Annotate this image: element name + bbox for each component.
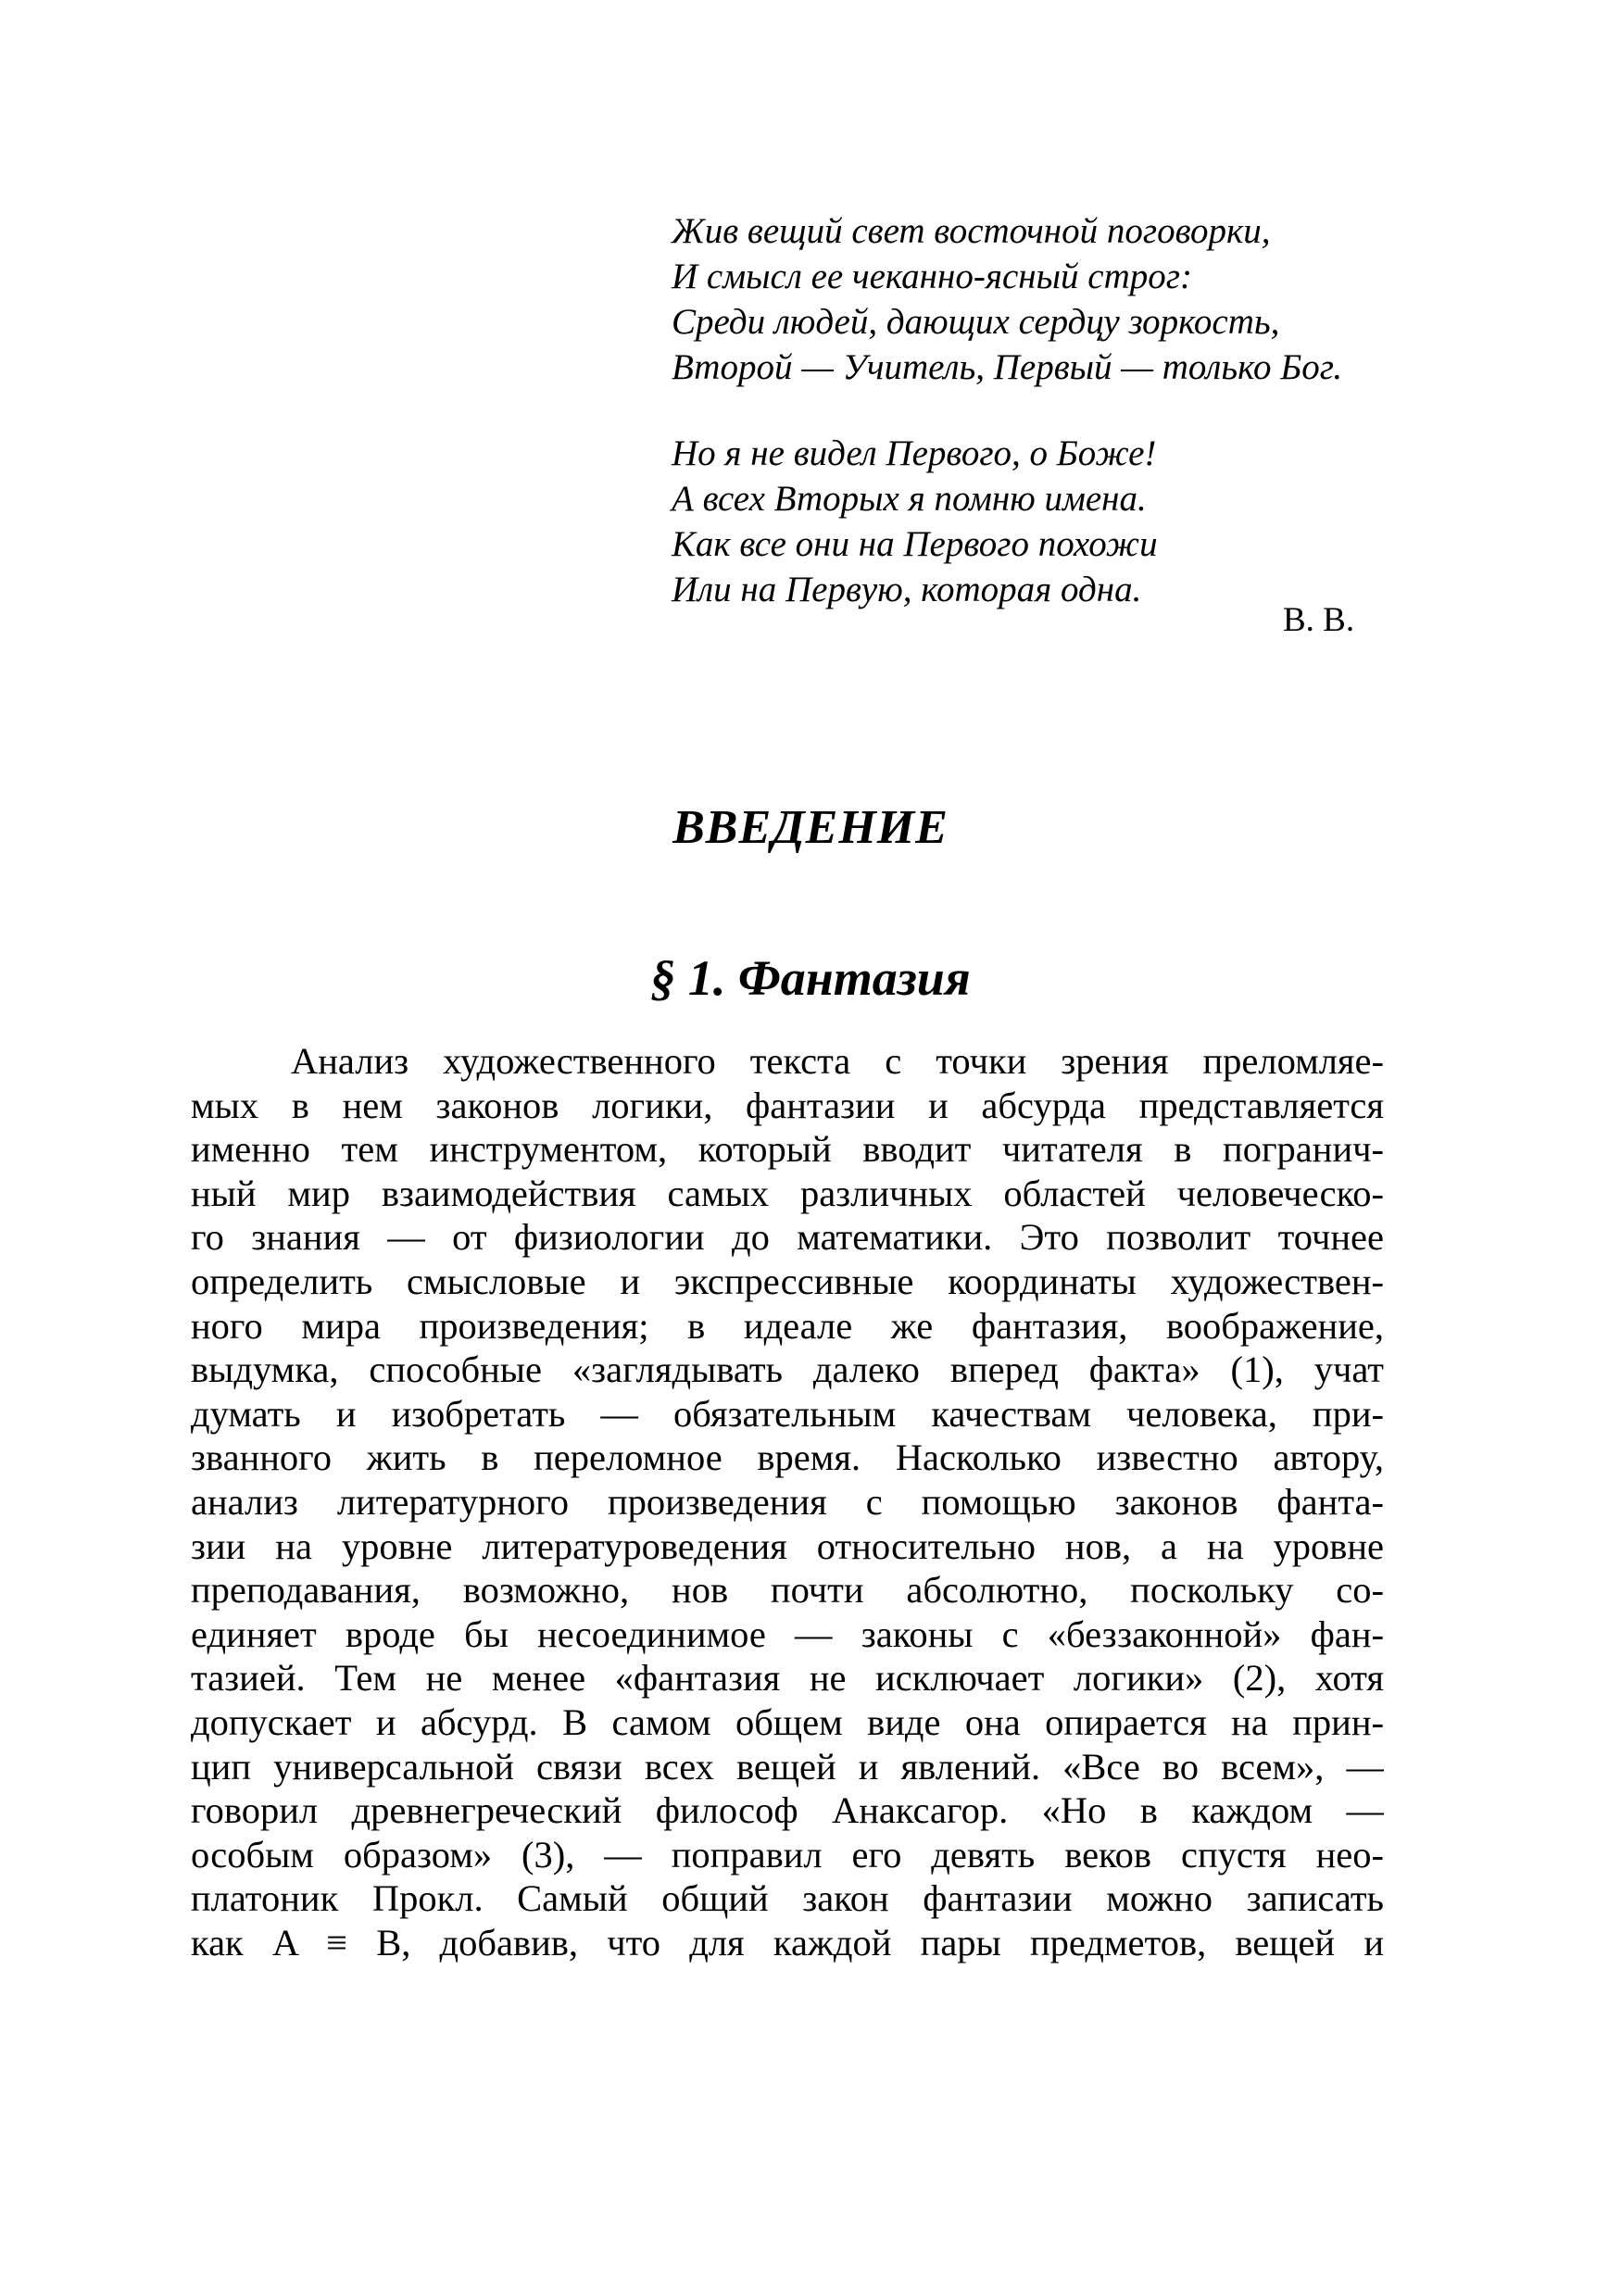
- verse-line: Второй — Учитель, Первый — только Бог.: [672, 347, 1343, 387]
- body-paragraph: [191, 1039, 1384, 1964]
- verse-line: Или на Первую, которая одна.: [672, 570, 1142, 609]
- text-line: именно тем инструментом, который вводит читателя в погранич-: [191, 1128, 1384, 1171]
- verse-line: А всех Вторых я помню имена.: [672, 479, 1147, 519]
- epigraph-stanza-2: [672, 431, 1394, 612]
- chapter-title: ВВЕДЕНИЕ: [672, 801, 949, 854]
- text-line: преподавания, возможно, нов почти абсолютно, поскольку со-: [191, 1569, 1384, 1612]
- text-line: единяет вроде бы несоединимое — законы с «беззаконной» фан-: [191, 1612, 1384, 1655]
- text-line: особым образом» (3), — поправил его девять веков спустя нео-: [191, 1833, 1384, 1876]
- verse-line: Как все они на Первого похожи: [672, 524, 1158, 564]
- text-line: Анализ художественного текста с точки зрения преломляе-: [291, 1040, 1384, 1082]
- text-line: платоник Прокл. Самый общий закон фантазии можно записать: [191, 1877, 1384, 1920]
- verse-line: Но я не видел Первого, о Боже!: [672, 433, 1157, 473]
- epigraph: [672, 208, 1394, 653]
- epigraph-stanza-1: [672, 208, 1394, 390]
- text-line: званного жить в переломное время. Насколько известно автору,: [191, 1437, 1384, 1479]
- text-line: зии на уровне литературоведения относительно нов, а на уровне: [191, 1524, 1384, 1567]
- text-line: думать и изобретать — обязательным качествам человека, при-: [191, 1392, 1384, 1435]
- text-line: определить смысловые и экспрессивные координаты художествен-: [191, 1260, 1384, 1302]
- text-line: тазией. Тем не менее «фантазия не исключает логики» (2), хотя: [191, 1657, 1384, 1700]
- verse-line: Среди людей, дающих сердцу зоркость,: [672, 302, 1280, 342]
- section-title: § 1. Фантазия: [650, 950, 971, 1006]
- text-line: го знания — от физиологии до математики. Это позволит точнее: [191, 1216, 1384, 1259]
- epigraph-author: В. В.: [1283, 601, 1355, 639]
- text-line: мых в нем законов логики, фантазии и абсурда представляется: [191, 1084, 1384, 1126]
- text-line: допускает и абсурд. В самом общем виде она опирается на прин-: [191, 1700, 1384, 1743]
- text-line: как A ≡ B, добавив, что для каждой пары предметов, вещей и: [191, 1921, 1384, 1964]
- text-line: цип универсальной связи всех вещей и явлений. «Все во всем», —: [191, 1745, 1384, 1788]
- text-line: ный мир взаимодействия самых различных областей человеческо-: [191, 1172, 1384, 1214]
- text-line: ного мира произведения; в идеале же фантазия, воображение,: [191, 1304, 1384, 1347]
- verse-line: И смысл ее чеканно-ясный строг:: [672, 257, 1192, 296]
- text-line: анализ литературного произведения с помощью законов фанта-: [191, 1480, 1384, 1523]
- text-line: говорил древнегреческий философ Анаксагор. «Но в каждом —: [191, 1789, 1384, 1832]
- text-line: выдумка, способные «заглядывать далеко вперед факта» (1), учат: [191, 1349, 1384, 1391]
- verse-line: Жив вещий свет восточной поговорки,: [672, 211, 1271, 251]
